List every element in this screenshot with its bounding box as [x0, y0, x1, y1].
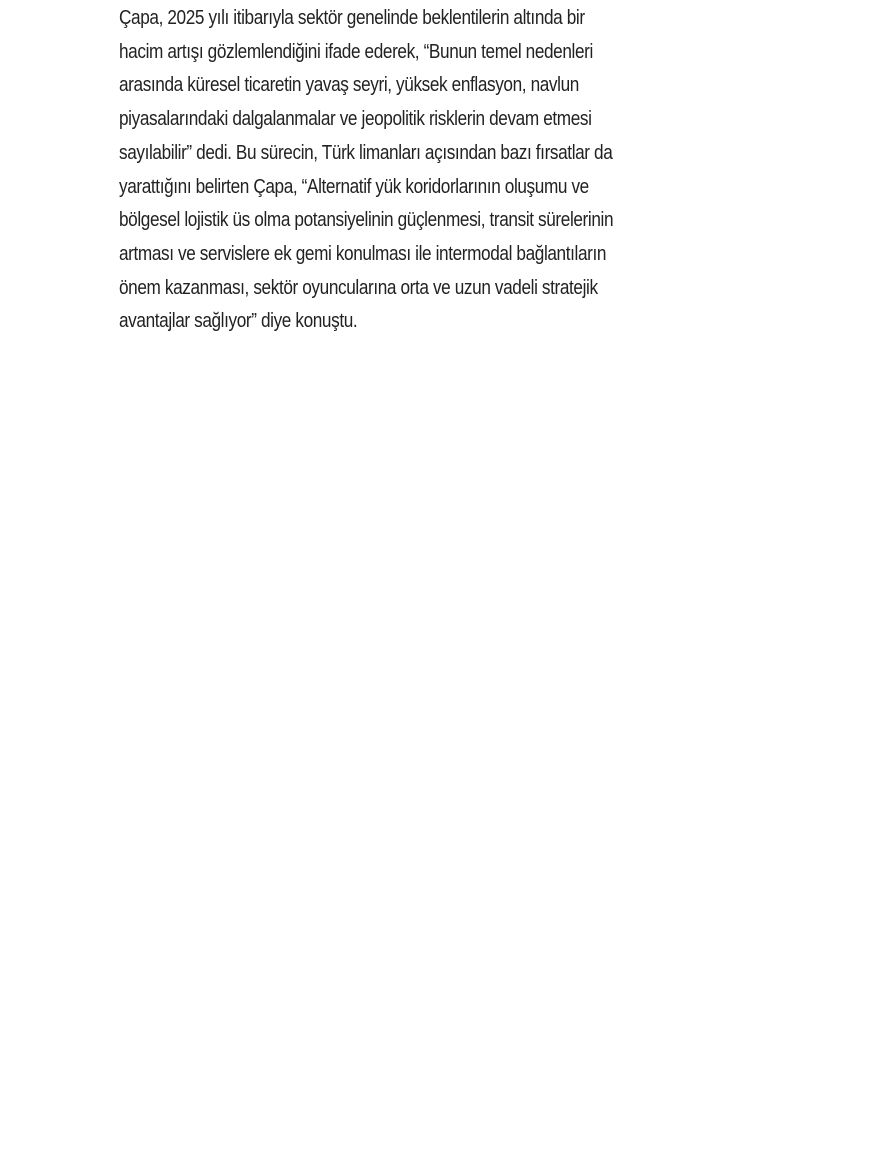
article-body	[119, 2, 784, 339]
paragraph-line: hacim artışı gözlemlendiğini ifade ederek, “Bunun temel nedenleri	[119, 40, 593, 63]
paragraph-line: piyasalarındaki dalgalanmalar ve jeopolitik risklerin devam etmesi	[119, 108, 592, 131]
paragraph-line: önem kazanması, sektör oyuncularına orta ve uzun vadeli stratejik	[119, 276, 598, 299]
paragraph-line: sayılabilir” dedi. Bu sürecin, Türk limanları açısından bazı fırsatlar da	[119, 141, 613, 164]
article-paragraph	[119, 2, 784, 339]
paragraph-line: Çapa, 2025 yılı itibarıyla sektör genelinde beklentilerin altında bir	[119, 7, 585, 29]
paragraph-line: artması ve servislere ek gemi konulması ile intermodal bağlantıların	[119, 242, 607, 265]
paragraph-line: yarattığını belirten Çapa, “Alternatif yük koridorlarının oluşumu ve	[119, 175, 589, 198]
paragraph-line: arasında küresel ticaretin yavaş seyri, yüksek enflasyon, navlun	[119, 74, 579, 97]
paragraph-line: avantajlar sağlıyor” diye konuştu.	[119, 310, 358, 333]
paragraph-line: bölgesel lojistik üs olma potansiyelinin güçlenmesi, transit sürelerinin	[119, 209, 614, 232]
